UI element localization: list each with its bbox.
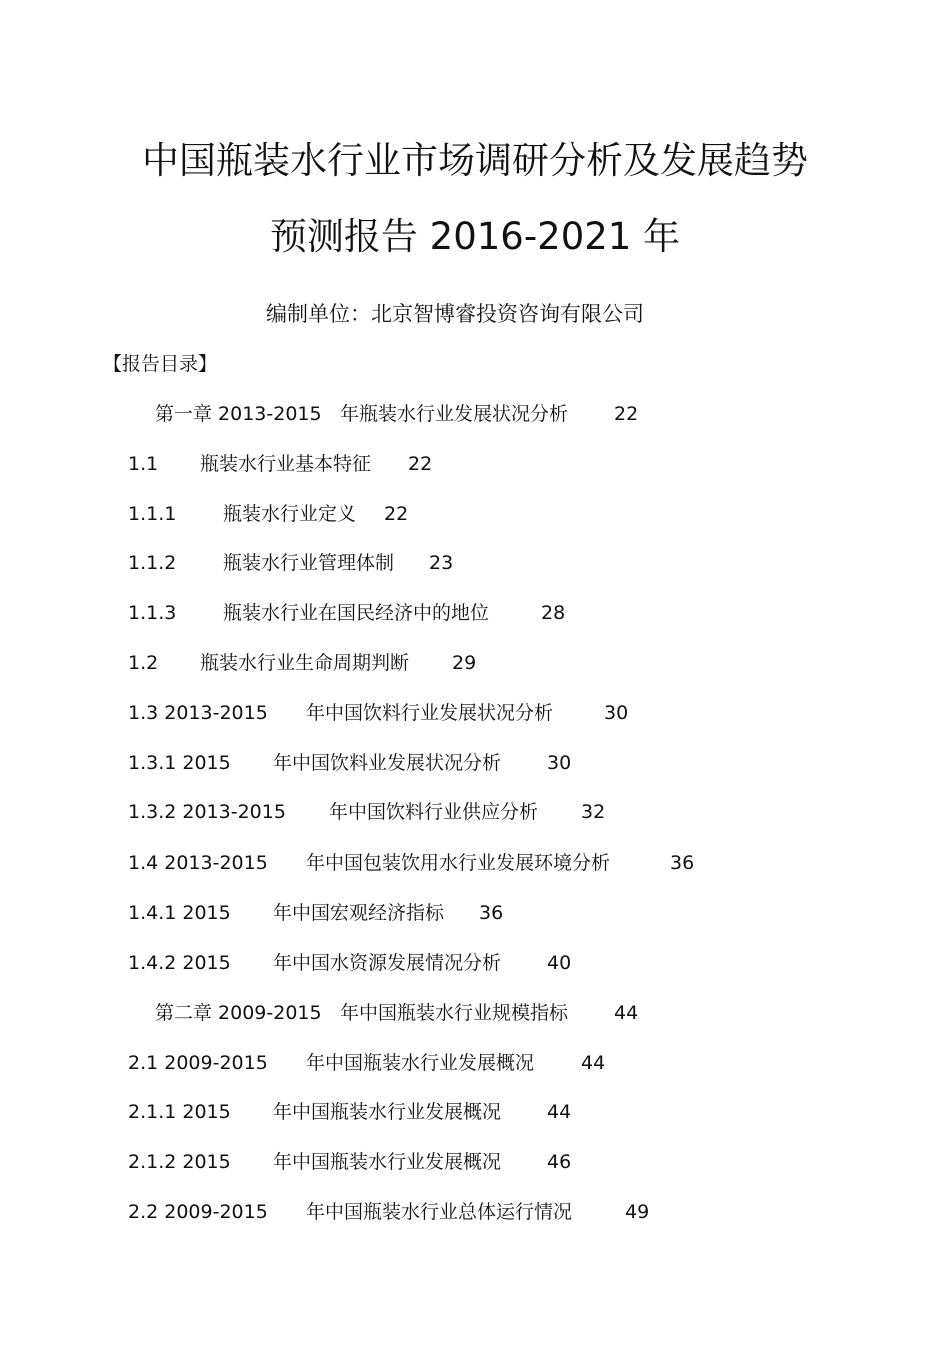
- toc-number: 2.1.1 2015: [128, 1101, 231, 1123]
- toc-text: 瓶装水行业管理体制: [223, 552, 395, 574]
- toc-number: 1.4.2 2015: [128, 952, 231, 974]
- toc-number: 1.2: [128, 652, 159, 674]
- toc-text: 年中国瓶装水行业发展概况: [306, 1052, 535, 1074]
- toc-number: 1.1.3: [128, 602, 177, 624]
- toc-page: 30: [604, 702, 629, 724]
- toc-page: 40: [547, 952, 572, 974]
- toc-page: 28: [541, 602, 566, 624]
- toc-text: 年中国瓶装水行业总体运行情况: [306, 1201, 573, 1223]
- report-title-line-1: 中国瓶装水行业市场调研分析及发展趋势: [142, 139, 808, 182]
- toc-number: 2.2 2009-2015: [128, 1201, 268, 1223]
- toc-page: 32: [581, 801, 606, 823]
- toc-page: 46: [547, 1151, 572, 1173]
- toc-page: 23: [429, 552, 454, 574]
- toc-page: 30: [547, 752, 572, 774]
- toc-number: 1.1.2: [128, 552, 177, 574]
- toc-page: 44: [581, 1052, 606, 1074]
- toc-number: 1.3 2013-2015: [128, 702, 268, 724]
- toc-number: 1.4 2013-2015: [128, 852, 268, 874]
- toc-page: 49: [625, 1201, 650, 1223]
- toc-text: 年中国饮料行业发展状况分析: [306, 702, 554, 724]
- toc-number: 2.1 2009-2015: [128, 1052, 268, 1074]
- toc-heading: 【报告目录】: [103, 353, 218, 375]
- compiler-line: 编制单位：北京智博睿投资咨询有限公司: [266, 302, 644, 326]
- toc-text: 年中国瓶装水行业发展概况: [273, 1101, 502, 1123]
- toc-number: 第一章 2013-2015: [155, 403, 322, 425]
- report-title-line-2: 预测报告 2016-2021 年: [269, 215, 681, 258]
- toc-page: 44: [614, 1002, 639, 1024]
- toc-page: 22: [408, 453, 433, 475]
- toc-number: 2.1.2 2015: [128, 1151, 231, 1173]
- toc-text: 瓶装水行业生命周期判断: [200, 652, 410, 674]
- toc-page: 29: [452, 652, 477, 674]
- toc-text: 年中国宏观经济指标: [273, 902, 445, 924]
- toc-page: 44: [547, 1101, 572, 1123]
- toc-text: 年中国饮料行业供应分析: [329, 801, 539, 823]
- toc-text: 瓶装水行业基本特征: [200, 453, 372, 475]
- toc-page: 22: [384, 503, 409, 525]
- toc-page: 36: [670, 852, 695, 874]
- toc-text: 年中国瓶装水行业规模指标: [340, 1002, 569, 1024]
- toc-text: 年中国瓶装水行业发展概况: [273, 1151, 502, 1173]
- toc-text: 年中国水资源发展情况分析: [273, 952, 502, 974]
- toc-page: 22: [614, 403, 639, 425]
- toc-page: 36: [479, 902, 504, 924]
- toc-number: 1.1: [128, 453, 159, 475]
- toc-text: 年瓶装水行业发展状况分析: [340, 403, 569, 425]
- toc-text: 年中国包装饮用水行业发展环境分析: [306, 852, 611, 874]
- toc-text: 瓶装水行业定义: [223, 503, 357, 525]
- toc-text: 瓶装水行业在国民经济中的地位: [223, 602, 490, 624]
- toc-text: 年中国饮料业发展状况分析: [273, 752, 502, 774]
- toc-number: 1.3.1 2015: [128, 752, 231, 774]
- toc-number: 第二章 2009-2015: [155, 1002, 322, 1024]
- toc-number: 1.3.2 2013-2015: [128, 801, 286, 823]
- toc-number: 1.1.1: [128, 503, 177, 525]
- toc-number: 1.4.1 2015: [128, 902, 231, 924]
